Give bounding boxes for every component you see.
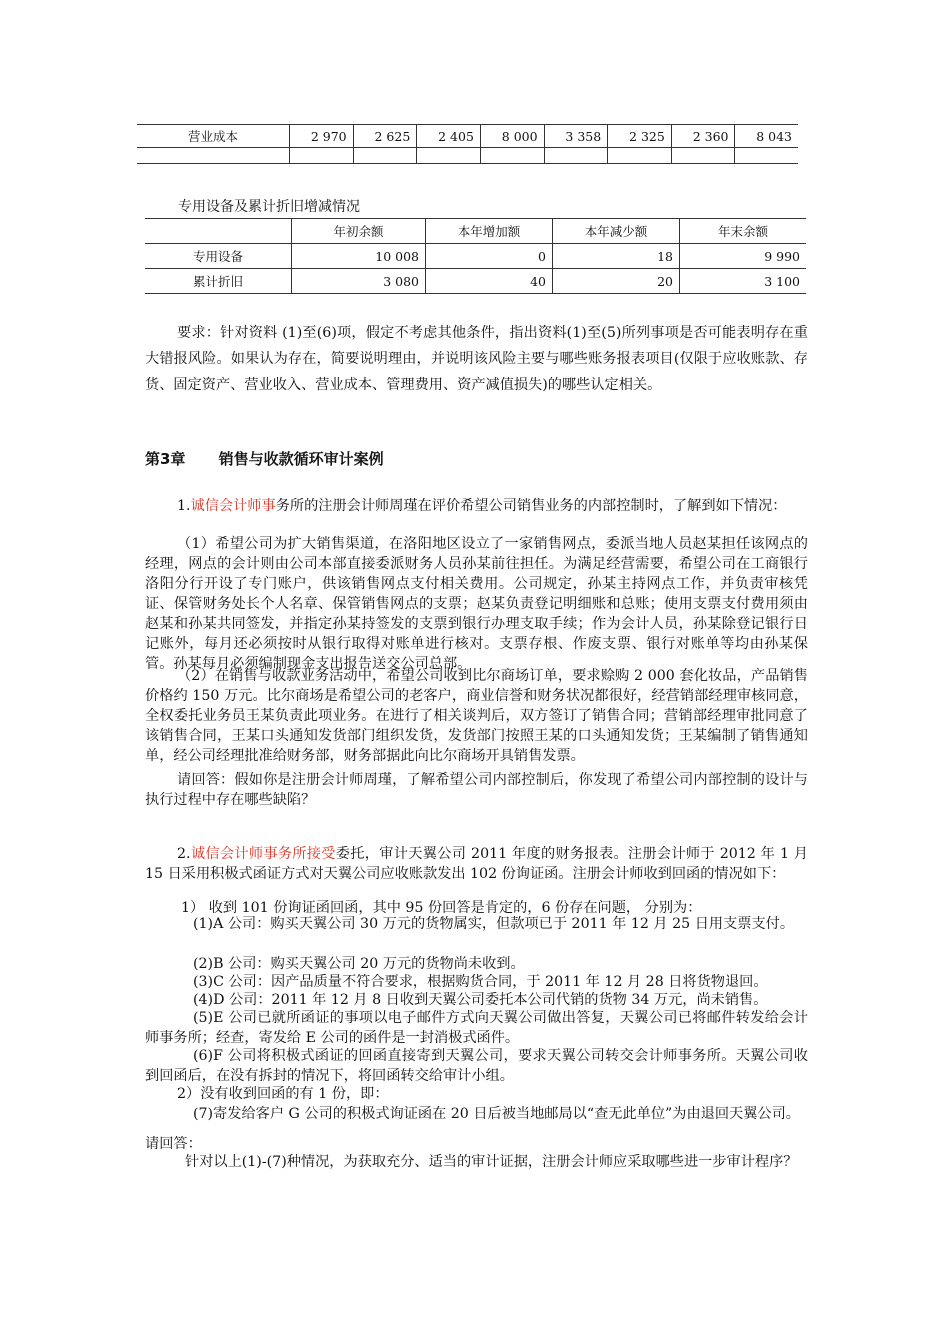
table-cell: 2 360 (671, 125, 735, 148)
case1-item-2: （2）在销售与收款业务活动中，希望公司收到比尔商场订单，要求赊购 2 000 套化妆品，产品销售价格约 150 万元。比尔商场是希望公司的老客户，商业信誉和财务状况都很好，经营销部经理审核同意，全权委托业务员王某负责此项业务。在进行了相关谈判后，双方签订了销售合同；营销部经理审批同意了该销售合同，王某口头通知发货部门组织发货，发货部门按照王某的口头通知发货；王某编制了销售通知单，经公司经理批准给财务部，财务部据此向比尔商场开具销售发票。 (145, 668, 808, 764)
table-cell: 0 (426, 244, 553, 269)
table-cell: 2 970 (290, 125, 354, 148)
column-header (145, 219, 292, 244)
table-cell: 9 990 (680, 244, 807, 269)
row-label: 累计折旧 (145, 269, 292, 294)
cost-table (137, 124, 798, 164)
table-cell: 2 405 (417, 125, 481, 148)
table-cell: 20 (553, 269, 680, 294)
case2-intro (145, 844, 808, 884)
table-cell: 3 080 (292, 269, 426, 294)
case-number: 2. (177, 846, 191, 862)
case2-item-7: (7)寄发给客户 G 公司的积极式询证函在 20 日后被当地邮局以“查无此单位”为由退回天翼公司。 (193, 1106, 800, 1122)
case1-intro (145, 496, 808, 516)
case2-item-4: (4)D 公司：2011 年 12 月 8 日收到天翼公司委托本公司代销的货物 34 万元，尚未销售。 (193, 992, 768, 1008)
intro-text: 务所的注册会计师周瑾在评价希望公司销售业务的内部控制时，了解到如下情况： (275, 498, 787, 514)
table-cell: 10 008 (292, 244, 426, 269)
case-number: 1. (177, 498, 191, 514)
column-header: 本年增加额 (426, 219, 553, 244)
case2-section-2: 2）没有收到回函的有 1 份，即： (177, 1086, 389, 1102)
table-cell: 2 325 (608, 125, 672, 148)
table-caption: 专用设备及累计折旧增减情况 (178, 199, 360, 215)
row-label: 专用设备 (145, 244, 292, 269)
case2-item-2: (2)B 公司：购买天翼公司 20 万元的货物尚未收到。 (193, 956, 525, 972)
table-cell: 40 (426, 269, 553, 294)
case2-question: 针对以上(1)-(7)种情况，为获取充分、适当的审计证据，注册会计师应采取哪些进一步审计程序？ (185, 1154, 798, 1170)
chapter-title: 销售与收款循环审计案例 (218, 450, 384, 468)
table-row (137, 125, 798, 148)
row-label: 营业成本 (137, 125, 290, 148)
column-header: 年初余额 (292, 219, 426, 244)
table-row (145, 244, 806, 269)
case2-item-6: (6)F 公司将积极式函证的回函直接寄到天翼公司，要求天翼公司转交会计师事务所。天翼公司收到回函后，在没有拆封的情况下，将回函转交给审计小组。 (145, 1048, 808, 1084)
table-cell: 3 358 (544, 125, 608, 148)
table-cell: 8 043 (735, 125, 798, 148)
highlight-text: 诚信会计师事 (190, 498, 276, 514)
equipment-table (145, 218, 806, 294)
case2-ask: 请回答： (145, 1136, 202, 1152)
case1-question: 请回答：假如你是注册会计师周瑾，了解希望公司内部控制后，你发现了希望公司内部控制的设计与执行过程中存在哪些缺陷？ (145, 772, 808, 808)
case2-item-1: (1)A 公司：购买天翼公司 30 万元的货物属实，但款项已于 2011 年 12 月 25 日用支票支付。 (193, 916, 795, 932)
table-cell: 18 (553, 244, 680, 269)
requirement-paragraph: 要求：针对资料 (1)至(6)项，假定不考虑其他条件，指出资料(1)至(5)所列事项是否可能表明存在重大错报风险。如果认为存在，简要说明理由，并说明该风险主要与哪些账务报表项目(仅限于应收账款、存货、固定资产、营业收入、营业成本、管理费用、资产减值损失)的哪些认定相关。 (145, 325, 808, 393)
table-cell: 2 625 (353, 125, 417, 148)
chapter-heading (145, 448, 384, 469)
intro-text: 委托，审计天翼公司 2011 年度的财务报表。注册会计师于 2012 年 1 月 15 日采用积极式函证方式对天翼公司应收账款发出 102 份询证函。注册会计师收到回函的情况如下： (145, 846, 808, 882)
case1-item-1: （1）希望公司为扩大销售渠道，在洛阳地区设立了一家销售网点，委派当地人员赵某担任该网点的经理，网点的会计则由公司本部直接委派财务人员孙某前往担任。为满足经营需要，希望公司在工商银行洛阳分行开设了专门账户，供该销售网点支付相关费用。公司规定，孙某主持网点工作，并负责审核凭证、保管财务处长个人名章、保管销售网点的支票；赵某负责登记明细账和总账；使用支票支付费用须由赵某和孙某共同签发，并指定孙某持签发的支票到银行办理支取手续；作为会计人员，孙某除登记银行日记账外，每月还必须按时从银行取得对账单进行核对。支票存根、作废支票、银行对账单等均由孙某保管。孙某每月必须编制现金支出报告送交公司总部。 (145, 536, 808, 672)
table-cell: 8 000 (480, 125, 544, 148)
column-header: 年末余额 (680, 219, 807, 244)
table-cell: 3 100 (680, 269, 807, 294)
chapter-number: 第3章 (145, 450, 186, 468)
table-row (137, 148, 798, 164)
case2-section-1: 1） 收到 101 份询证函回函，其中 95 份回答是肯定的，6 份存在问题， 分别为： (181, 900, 702, 916)
case2-item-5: (5)E 公司已就所函证的事项以电子邮件方式向天翼公司做出答复，天翼公司已将邮件转发给会计师事务所；经查，寄发给 E 公司的函件是一封消极式函件。 (145, 1010, 808, 1046)
table-header-row (145, 219, 806, 244)
column-header: 本年减少额 (553, 219, 680, 244)
table-row (145, 269, 806, 294)
highlight-text: 诚信会计师事务所接受 (190, 846, 336, 862)
case2-item-3: (3)C 公司：因产品质量不符合要求，根据购货合同，于 2011 年 12 月 28 日将货物退回。 (193, 974, 768, 990)
